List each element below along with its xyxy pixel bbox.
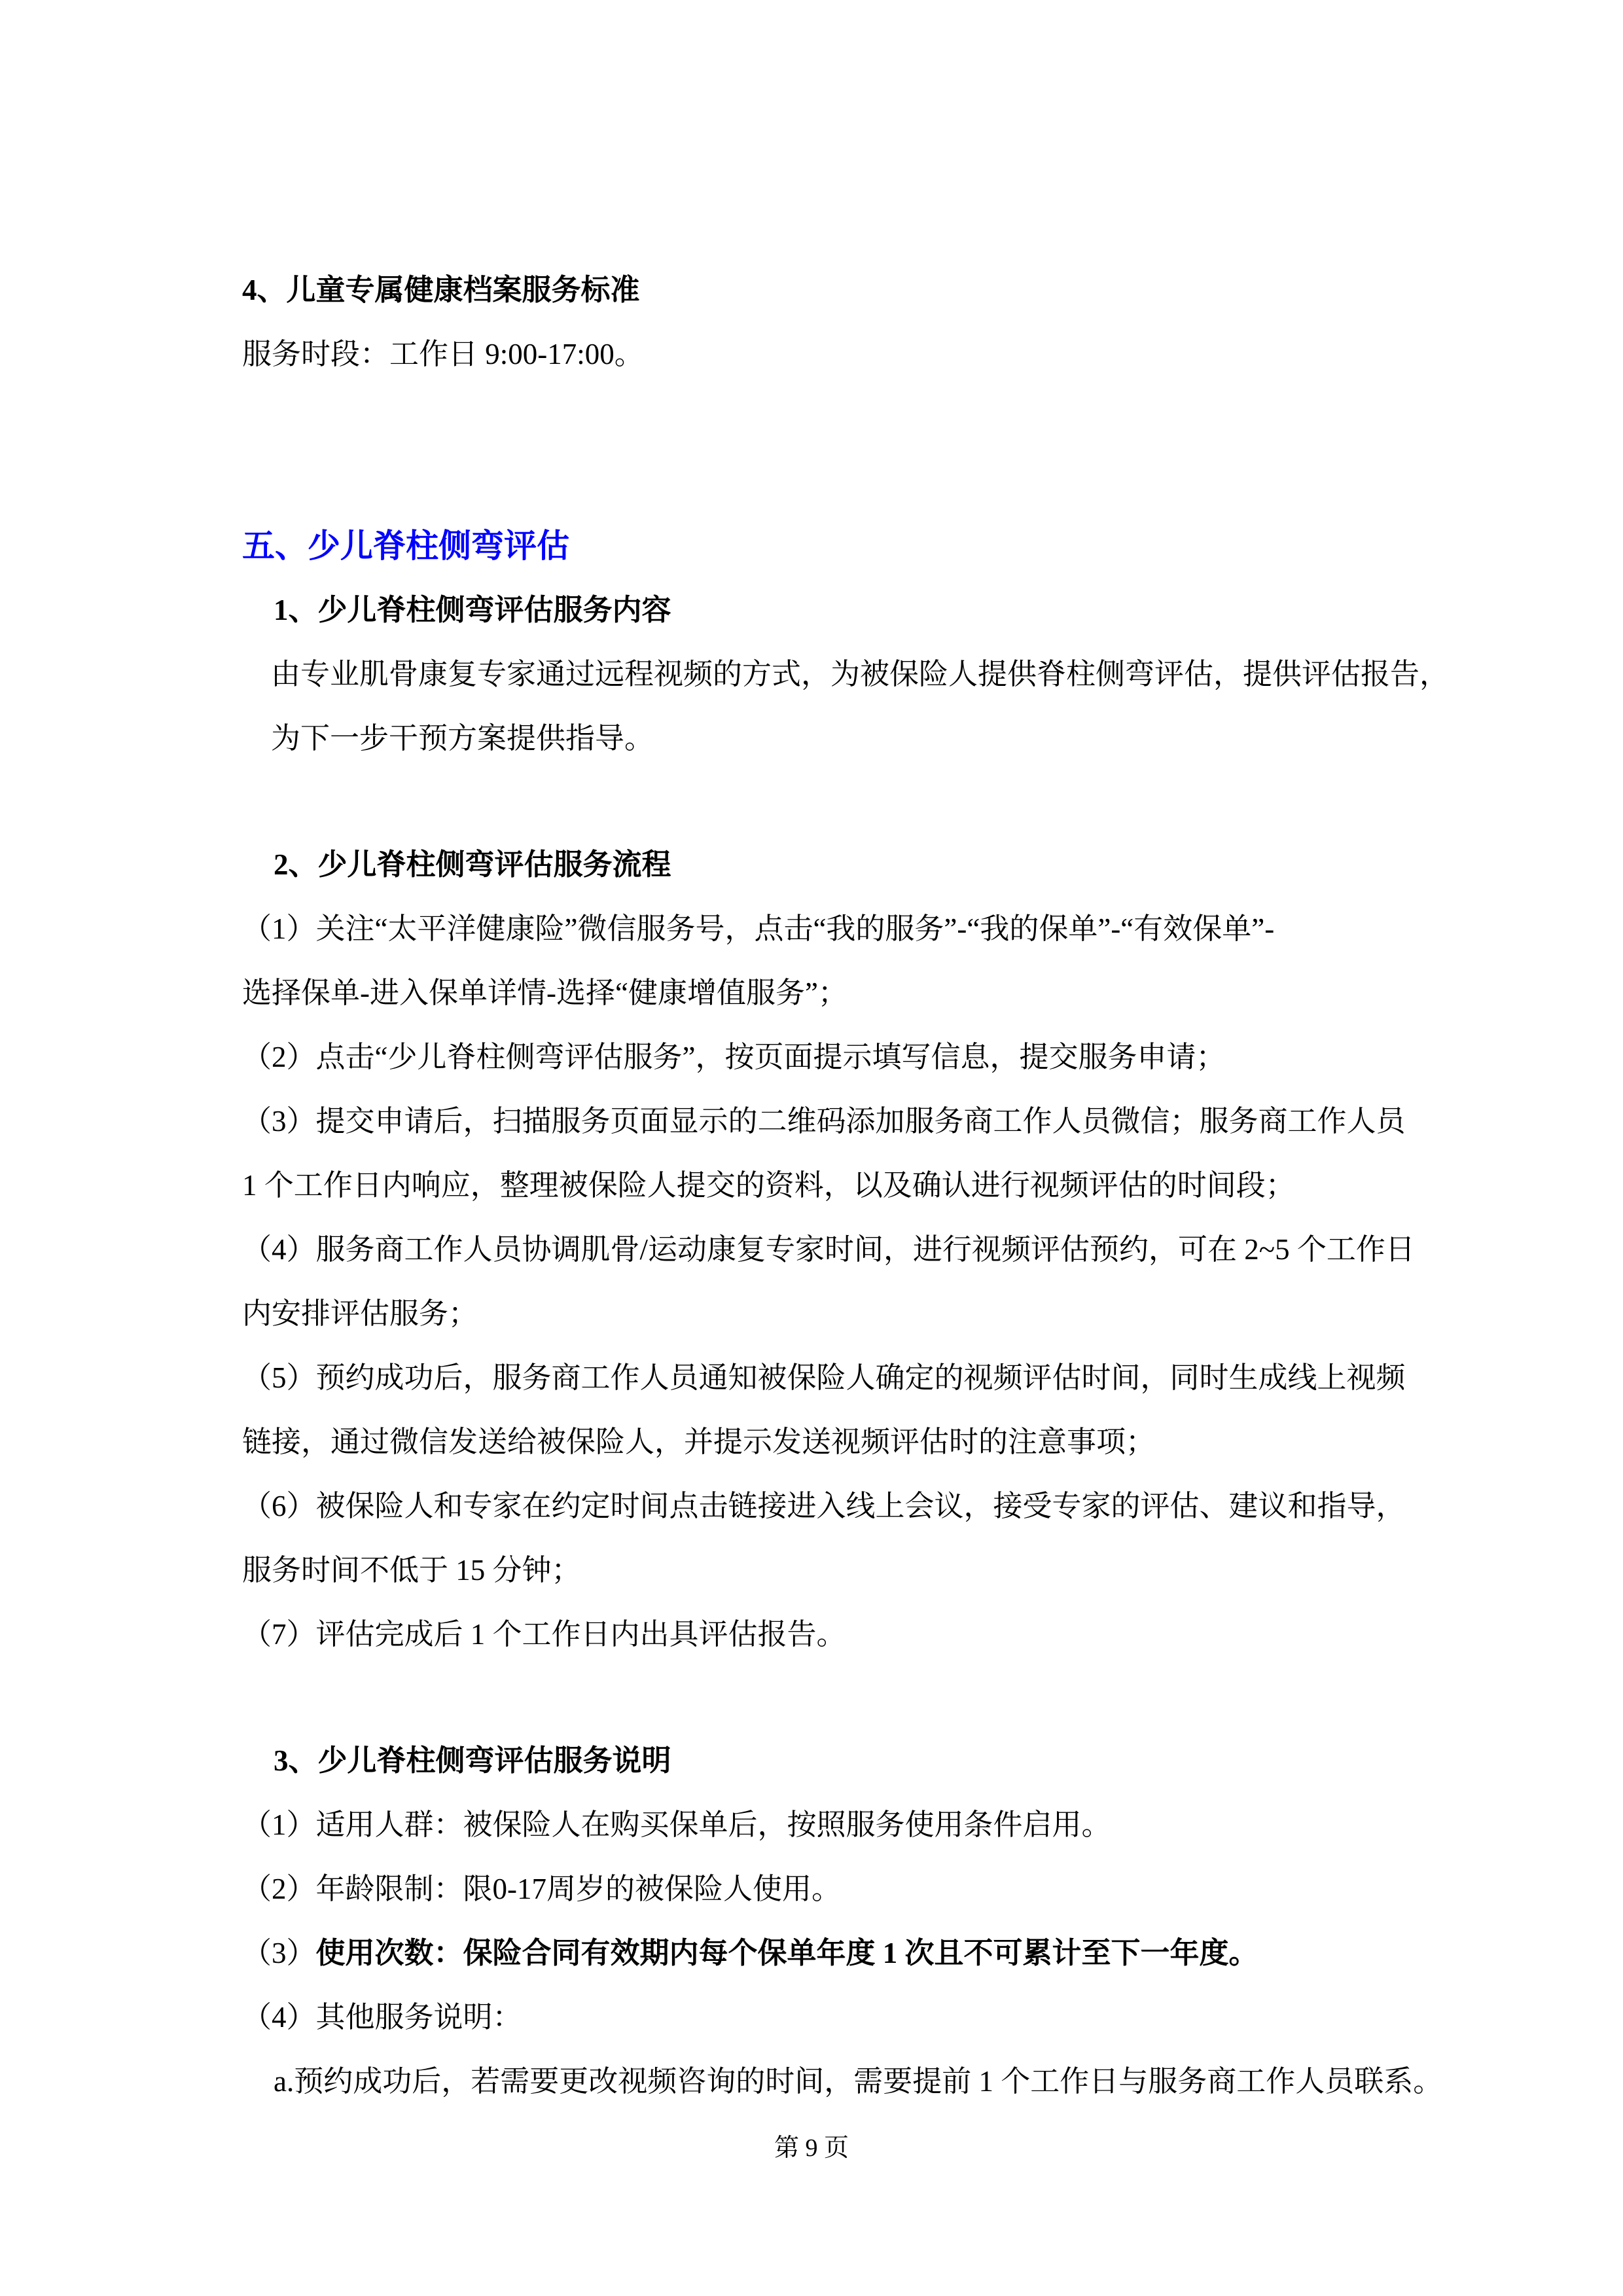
page-number: 第 9 页 <box>774 2134 849 2162</box>
process-step-1-line-1: （1）关注“太平洋健康险”微信服务号，点击“我的服务”-“我的保单”-“有效保单”- <box>242 912 1275 945</box>
service-note-3-emphasis: 使用次数：保险合同有效期内每个保单年度 1 次且不可累计至下一年度。 <box>315 1937 1258 1969</box>
service-note-4a: a.预约成功后，若需要更改视频咨询的时间，需要提前 1 个工作日与服务商工作人员联系。 <box>274 2065 1443 2098</box>
service-content-line-1: 由专业肌骨康复专家通过远程视频的方式，为被保险人提供脊柱侧弯评估，提供评估报告， <box>271 658 1450 691</box>
service-content-line-2: 为下一步干预方案提供指导。 <box>271 722 654 755</box>
subsection-4-heading: 4、儿童专属健康档案服务标准 <box>242 274 640 306</box>
process-step-2: （2）点击“少儿脊柱侧弯评估服务”，按页面提示填写信息，提交服务申请； <box>242 1041 1226 1073</box>
service-note-2: （2）年龄限制：限0-17周岁的被保险人使用。 <box>242 1873 841 1905</box>
service-note-3-number: （3） <box>242 1937 316 1969</box>
subsection-1-heading: 1、少儿脊柱侧弯评估服务内容 <box>274 594 671 626</box>
process-step-4-line-2: 内安排评估服务； <box>242 1297 478 1330</box>
process-step-6-line-2: 服务时间不低于 15 分钟； <box>242 1554 581 1587</box>
process-step-5-line-1: （5）预约成功后，服务商工作人员通知被保险人确定的视频评估时间，同时生成线上视频 <box>242 1361 1406 1394</box>
document-body <box>242 258 1450 2113</box>
process-step-1-line-2: 选择保单-进入保单详情-选择“健康增值服务”； <box>242 977 847 1009</box>
process-step-3-line-2: 1 个工作日内响应，整理被保险人提交的资料，以及确认进行视频评估的时间段； <box>242 1169 1295 1202</box>
service-note-3 <box>242 1921 1400 1985</box>
process-step-3-line-1: （3）提交申请后，扫描服务页面显示的二维码添加服务商工作人员微信；服务商工作人员 <box>242 1105 1406 1138</box>
process-step-7: （7）评估完成后 1 个工作日内出具评估报告。 <box>242 1618 846 1651</box>
process-step-6-line-1: （6）被保险人和专家在约定时间点击链接进入线上会议，接受专家的评估、建议和指导， <box>242 1490 1406 1522</box>
section-5-heading: 五、少儿脊柱侧弯评估 <box>242 528 569 564</box>
service-note-1: （1）适用人群：被保险人在购买保单后，按照服务使用条件启用。 <box>242 1808 1111 1841</box>
process-step-5-line-2: 链接，通过微信发送给被保险人，并提示发送视频评估时的注意事项； <box>242 1426 1156 1458</box>
service-hours-text: 服务时段：工作日 9:00-17:00。 <box>242 338 644 370</box>
subsection-3-heading: 3、少儿脊柱侧弯评估服务说明 <box>274 1744 671 1777</box>
service-note-4: （4）其他服务说明： <box>242 2001 522 2034</box>
subsection-2-heading: 2、少儿脊柱侧弯评估服务流程 <box>274 848 671 881</box>
process-step-4-line-1: （4）服务商工作人员协调肌骨/运动康复专家时间，进行视频评估预约，可在 2~5 个工作日 <box>242 1233 1415 1266</box>
